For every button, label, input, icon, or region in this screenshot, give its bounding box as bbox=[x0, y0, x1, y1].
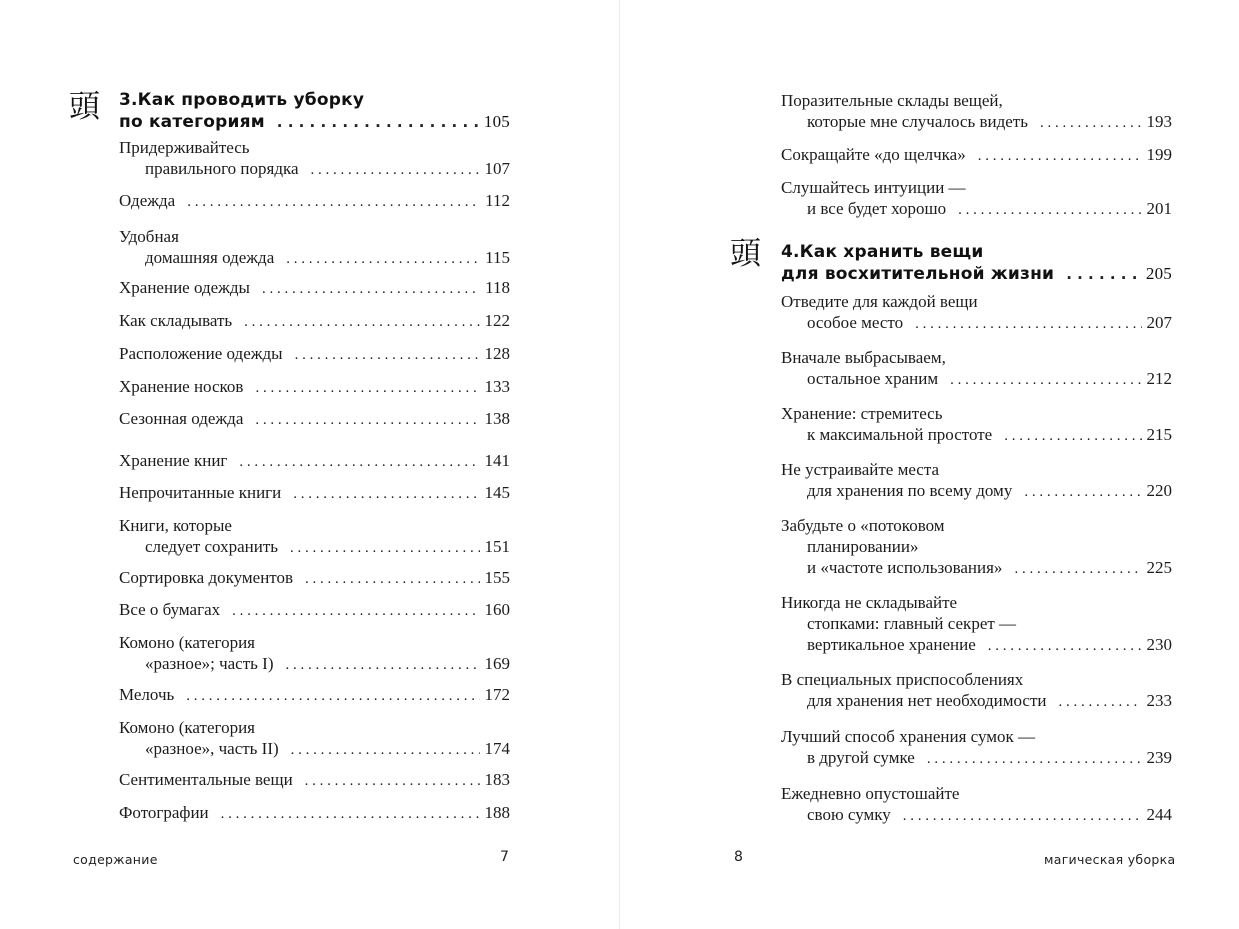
chapter-heading-3[interactable] bbox=[119, 90, 510, 133]
entry-title: Хранение одежды bbox=[119, 278, 250, 297]
toc-entry[interactable] bbox=[119, 567, 510, 590]
entry-title: Сентиментальные вещи bbox=[119, 770, 293, 789]
toc-entry[interactable] bbox=[119, 137, 510, 181]
toc-entry[interactable] bbox=[119, 408, 510, 431]
entry-title: Книги, которые bbox=[119, 516, 232, 535]
toc-entry[interactable] bbox=[781, 291, 1172, 335]
toc-entry[interactable] bbox=[781, 90, 1172, 134]
toc-entry[interactable] bbox=[119, 226, 510, 270]
entry-title-cont: свою сумку bbox=[807, 805, 891, 824]
page-number: 151 bbox=[484, 537, 510, 556]
entry-title-cont: в другой сумке bbox=[807, 748, 915, 767]
entry-title: В специальных приспособлениях bbox=[781, 670, 1024, 689]
entry-title: Комоно (категория bbox=[119, 718, 255, 737]
entry-title-cont: к максимальной простоте bbox=[807, 425, 993, 444]
entry-title: Слушайтесь интуиции — bbox=[781, 178, 966, 197]
running-footer: магическая уборка bbox=[1044, 852, 1176, 867]
page-number: 215 bbox=[1146, 425, 1172, 444]
page-number: 133 bbox=[484, 377, 510, 396]
toc-entry[interactable] bbox=[119, 310, 510, 333]
entry-title-cont: и «частоте использования» bbox=[807, 558, 1003, 577]
toc-entry[interactable] bbox=[119, 450, 510, 473]
entry-title: Отведите для каждой вещи bbox=[781, 292, 978, 311]
entry-title: Хранение носков bbox=[119, 377, 244, 396]
chapter-title-cont: по категориям bbox=[119, 112, 265, 132]
entry-title-cont: планировании» bbox=[807, 537, 919, 556]
page-number: 145 bbox=[484, 483, 510, 502]
page-number: 233 bbox=[1146, 691, 1172, 710]
page-number: 244 bbox=[1146, 805, 1172, 824]
page-number: 155 bbox=[484, 568, 510, 587]
entry-title: Фотографии bbox=[119, 803, 209, 822]
page-number: 128 bbox=[484, 344, 510, 363]
entry-title: Ежедневно опустошайте bbox=[781, 784, 960, 803]
page-number: 160 bbox=[484, 600, 510, 619]
left-page bbox=[0, 0, 619, 929]
page-folio: 7 bbox=[500, 849, 509, 865]
page-number: 172 bbox=[484, 685, 510, 704]
entry-title: Хранение книг bbox=[119, 451, 228, 470]
entry-title: Расположение одежды bbox=[119, 344, 283, 363]
running-footer: содержание bbox=[73, 852, 158, 867]
entry-title: Не устраивайте места bbox=[781, 460, 940, 479]
entry-title-cont: и все будет хорошо bbox=[807, 199, 947, 218]
entry-title-cont: вертикальное хранение bbox=[807, 635, 976, 654]
entry-title-cont: для хранения по всему дому bbox=[807, 481, 1013, 500]
entry-title-cont: остальное храним bbox=[807, 369, 939, 388]
page-number: 205 bbox=[1145, 264, 1172, 283]
toc-entry[interactable] bbox=[119, 343, 510, 366]
toc-entry[interactable] bbox=[119, 482, 510, 505]
page-number: 115 bbox=[485, 248, 510, 267]
toc-entry[interactable] bbox=[119, 376, 510, 399]
toc-entry[interactable] bbox=[781, 515, 1172, 580]
entry-title: Комоно (категория bbox=[119, 633, 255, 652]
entry-title-cont: «разное», часть II) bbox=[145, 739, 279, 758]
entry-title-cont: «разное»; часть I) bbox=[145, 654, 274, 673]
page-number: 199 bbox=[1146, 145, 1172, 164]
page-number: 122 bbox=[484, 311, 510, 330]
page-number: 138 bbox=[484, 409, 510, 428]
entry-title-cont: домашняя одежда bbox=[145, 248, 275, 267]
chapter-heading-4[interactable] bbox=[781, 242, 1172, 285]
toc-entry[interactable] bbox=[119, 190, 510, 213]
entry-title: Сортировка документов bbox=[119, 568, 294, 587]
chapter-title-cont: для восхитительной жизни bbox=[781, 264, 1055, 284]
page-folio: 8 bbox=[734, 849, 743, 865]
entry-title: Все о бумагах bbox=[119, 600, 221, 619]
entry-title: Лучший способ хранения сумок — bbox=[781, 727, 1036, 746]
chapter-title: 3.Как проводить уборку bbox=[119, 90, 365, 110]
page-number: 169 bbox=[484, 654, 510, 673]
toc-entry[interactable] bbox=[119, 277, 510, 300]
toc-entry[interactable] bbox=[781, 347, 1172, 391]
toc-entry[interactable] bbox=[781, 592, 1172, 657]
toc-entry[interactable] bbox=[119, 515, 510, 559]
toc-entry[interactable] bbox=[119, 599, 510, 622]
page-number: 193 bbox=[1146, 112, 1172, 131]
page-number: 220 bbox=[1146, 481, 1172, 500]
entry-title: Придерживайтесь bbox=[119, 138, 250, 157]
entry-title-cont: следует сохранить bbox=[145, 537, 279, 556]
page-number: 105 bbox=[483, 112, 510, 131]
page-number: 207 bbox=[1146, 313, 1172, 332]
toc-entry[interactable] bbox=[781, 726, 1172, 770]
entry-title: Хранение: стремитесь bbox=[781, 404, 943, 423]
toc-entry[interactable] bbox=[119, 632, 510, 676]
entry-title: Сокращайте «до щелчка» bbox=[781, 145, 966, 164]
entry-title-cont: которые мне случалось видеть bbox=[807, 112, 1028, 131]
page-number: 107 bbox=[484, 159, 510, 178]
entry-title: Никогда не складывайте bbox=[781, 593, 958, 612]
toc-entry[interactable] bbox=[781, 669, 1172, 713]
entry-title-cont: правильного порядка bbox=[145, 159, 299, 178]
toc-entry[interactable] bbox=[119, 684, 510, 707]
chapter-title: 4.Как хранить вещи bbox=[781, 242, 984, 262]
entry-title: Сезонная одежда bbox=[119, 409, 244, 428]
entry-title-cont: стопками: главный секрет — bbox=[807, 614, 1017, 633]
toc-entry[interactable] bbox=[781, 403, 1172, 447]
page-number: 118 bbox=[485, 278, 510, 297]
page-number: 212 bbox=[1146, 369, 1172, 388]
entry-title-cont: особое место bbox=[807, 313, 904, 332]
entry-title: Одежда bbox=[119, 191, 176, 210]
page-number: 112 bbox=[485, 191, 510, 210]
right-page bbox=[620, 0, 1239, 929]
toc-entry[interactable] bbox=[781, 783, 1172, 827]
toc-entry[interactable] bbox=[781, 459, 1172, 503]
entry-title: Удобная bbox=[119, 227, 179, 246]
entry-title: Забудьте о «потоковом bbox=[781, 516, 945, 535]
entry-title: Вначале выбрасываем, bbox=[781, 348, 946, 367]
page-number: 201 bbox=[1146, 199, 1172, 218]
chapter-glyph-icon: 頭 bbox=[730, 236, 761, 272]
page-number: 141 bbox=[484, 451, 510, 470]
page-number: 183 bbox=[484, 770, 510, 789]
page-number: 239 bbox=[1146, 748, 1172, 767]
toc-entry[interactable] bbox=[119, 769, 510, 792]
page-number: 225 bbox=[1146, 558, 1172, 577]
entry-title-cont: для хранения нет необходимости bbox=[807, 691, 1047, 710]
entry-title: Поразительные склады вещей, bbox=[781, 91, 1003, 110]
toc-entry[interactable] bbox=[781, 144, 1172, 167]
entry-title: Непрочитанные книги bbox=[119, 483, 282, 502]
toc-entry[interactable] bbox=[119, 802, 510, 825]
chapter-glyph-icon: 頭 bbox=[69, 89, 100, 125]
page-number: 188 bbox=[484, 803, 510, 822]
entry-title: Как складывать bbox=[119, 311, 233, 330]
page-number: 230 bbox=[1146, 635, 1172, 654]
toc-entry[interactable] bbox=[119, 717, 510, 761]
page-number: 174 bbox=[484, 739, 510, 758]
toc-entry[interactable] bbox=[781, 177, 1172, 221]
entry-title: Мелочь bbox=[119, 685, 175, 704]
